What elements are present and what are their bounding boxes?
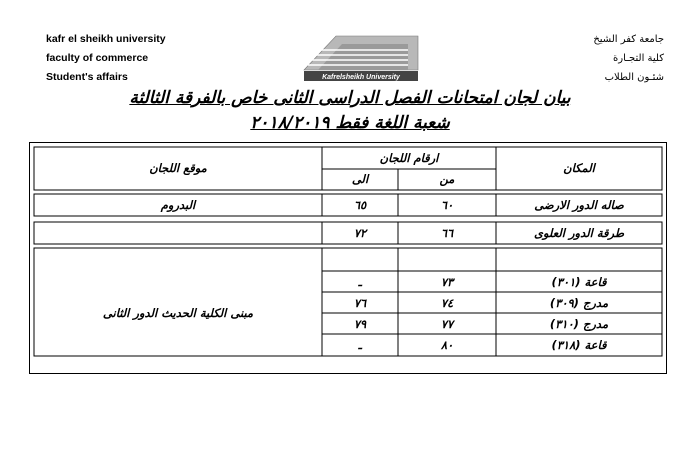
group2-from: ٦٦ [440,226,454,240]
group1-from: ٦٠ [440,198,454,212]
group3-row4-place: قاعة (٣١٨) [551,338,607,352]
document-subtitle: شعبة اللغة فقط ٢٠١٨/٢٠١٩ [250,113,450,133]
group3-row3-to: ٧٩ [353,317,367,331]
group3-row4-to: ـ [358,338,362,352]
group3-row1-to: ـ [358,275,362,289]
group3-row3-from: ٧٧ [440,317,454,331]
group3-row1-place: قاعة (٣٠١) [551,275,607,289]
group3-row4-from: ٨٠ [440,338,454,352]
group1-place: صاله الدور الارضى [534,198,624,212]
group3-row3-place: مدرج (٣١٠) [549,317,609,331]
faculty-name-ar: كلية التجـارة [613,53,664,64]
header-place: المكان [563,161,595,175]
group3-location: مبنى الكلية الحديث الدور الثانى [102,306,254,320]
department-name-ar: شئـون الطلاب [604,72,664,83]
document-title: بيان لجان امتحانات الفصل الدراسى الثانى خاص بالفرقة الثالثة [129,88,571,108]
group2-to: ٧٢ [353,226,367,240]
header-committee-numbers: ارقام اللجان [379,151,439,165]
department-name-en: Student's affairs [46,71,128,83]
group3-row2-place: مدرج (٣٠٩) [549,296,609,310]
group3-row2-from: ٧٤ [440,296,454,310]
university-logo [296,30,426,82]
group3-row2-to: ٧٦ [353,296,367,310]
group1-location: البدروم [160,198,196,212]
header-to: الى [351,172,369,186]
university-name-ar: جامعة كفر الشيخ [593,34,664,45]
header-right [593,30,664,87]
header-location: موقع اللجان [149,161,207,175]
logo-caption: Kafrelsheikh University [322,74,400,81]
header-from: من [439,172,455,186]
header-left [46,30,166,87]
group3-row1-from: ٧٣ [440,275,454,289]
group2-place: طرقة الدور العلوى [533,226,625,240]
university-name-en: kafr el sheikh university [46,33,166,45]
committee-table [29,142,667,374]
group1-to: ٦٥ [353,198,367,212]
faculty-name-en: faculty of commerce [46,52,149,64]
